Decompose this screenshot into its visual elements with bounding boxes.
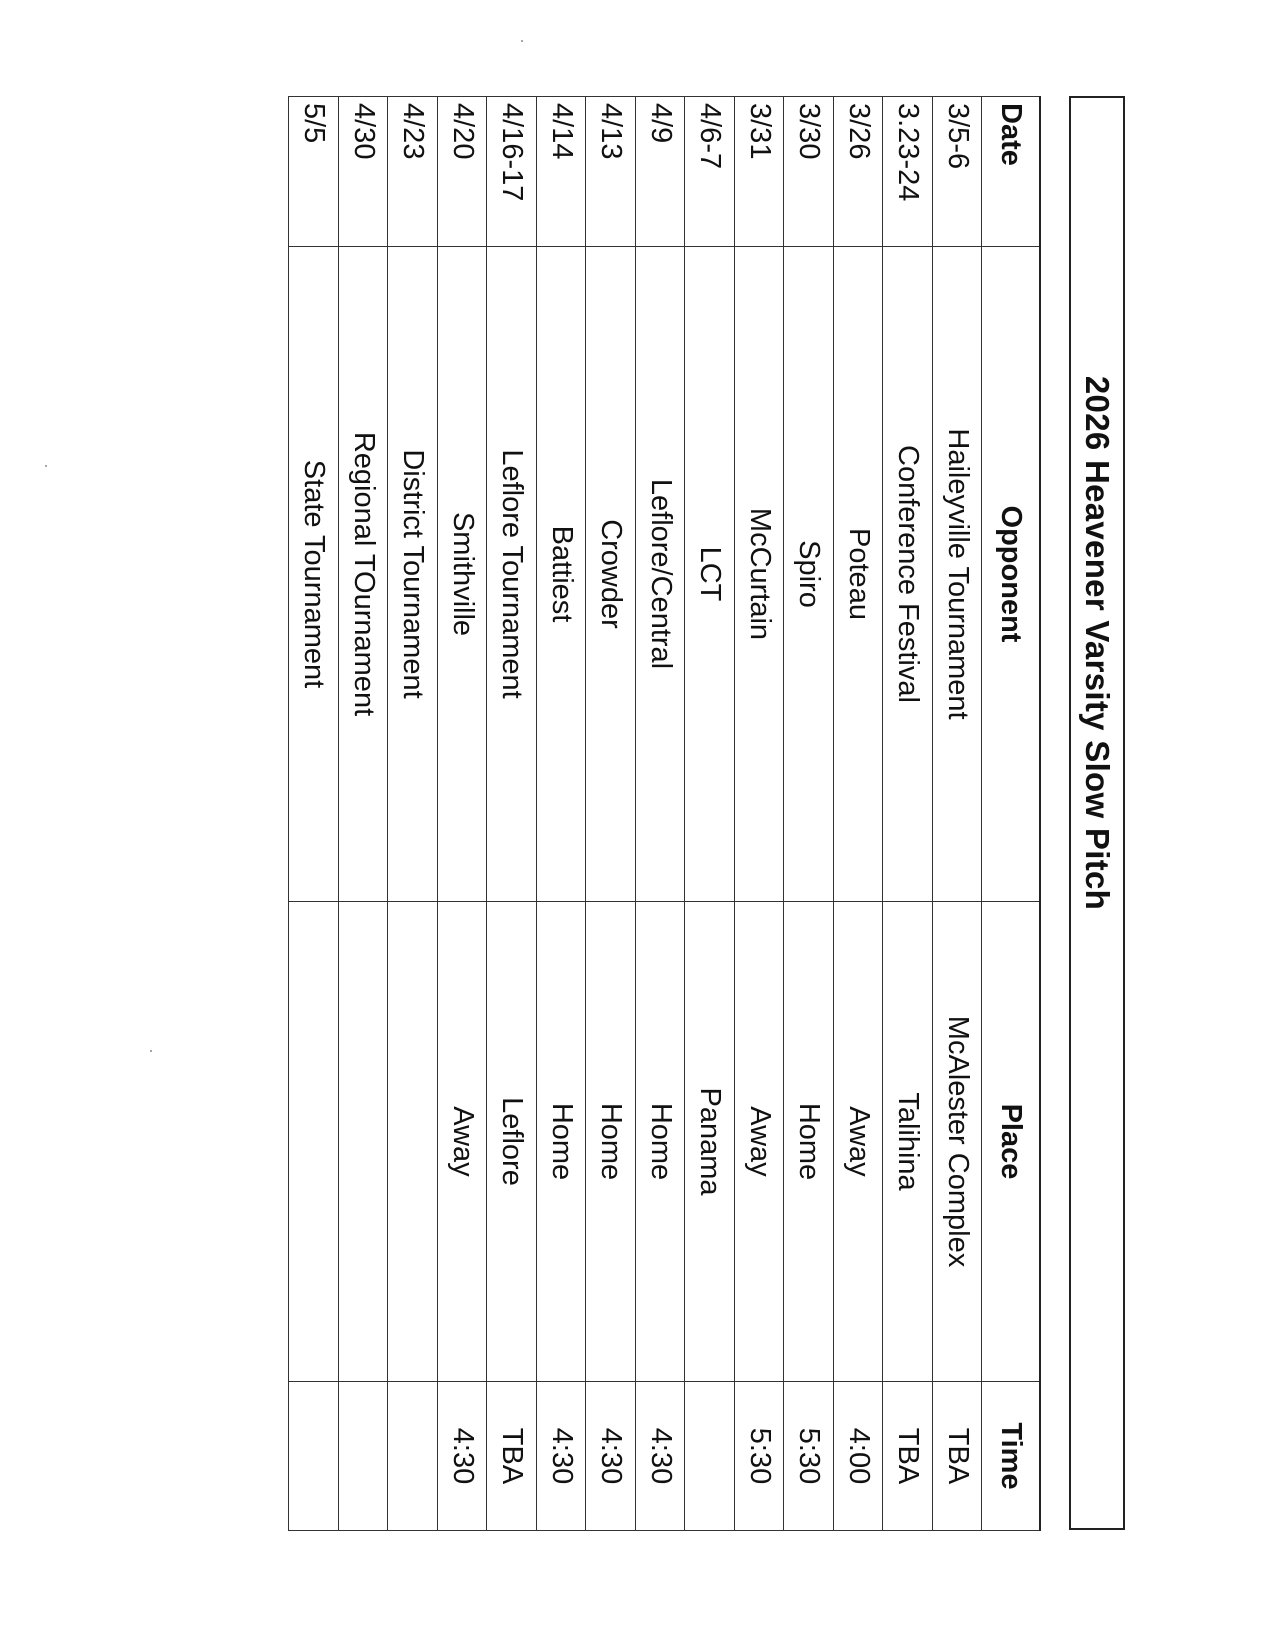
rotated-page — [300, 96, 1125, 1536]
table-row — [933, 97, 983, 1531]
time-cell: TBA — [933, 1382, 983, 1531]
table-row — [388, 97, 438, 1531]
time-cell: 4:30 — [438, 1382, 488, 1531]
scan-speck — [521, 40, 523, 42]
time-cell: TBA — [487, 1382, 537, 1531]
opponent-cell: Smithville — [438, 247, 488, 902]
date-cell: 3/5-6 — [933, 97, 983, 247]
column-header-time: Time — [982, 1382, 1040, 1531]
opponent-cell: State Tournament — [289, 247, 339, 902]
date-cell: 3/30 — [784, 97, 834, 247]
column-header-date: Date — [982, 97, 1040, 247]
time-cell — [685, 1382, 735, 1531]
place-cell — [339, 902, 389, 1382]
place-cell: McAlester Complex — [933, 902, 983, 1382]
place-cell: Away — [834, 902, 884, 1382]
scan-speck — [45, 465, 47, 467]
date-cell: 4/13 — [586, 97, 636, 247]
table-row — [438, 97, 488, 1531]
place-cell: Home — [586, 902, 636, 1382]
date-cell: 4/23 — [388, 97, 438, 247]
date-cell: 5/5 — [289, 97, 339, 247]
time-cell: 4:30 — [537, 1382, 587, 1531]
table-row — [487, 97, 537, 1531]
date-cell: 4/6-7 — [685, 97, 735, 247]
schedule-table — [289, 96, 1042, 1531]
opponent-cell: Battiest — [537, 247, 587, 902]
time-cell: TBA — [883, 1382, 933, 1531]
place-cell: Away — [735, 902, 785, 1382]
date-cell: 3.23-24 — [883, 97, 933, 247]
time-cell — [289, 1382, 339, 1531]
table-row — [685, 97, 735, 1531]
time-cell: 4:00 — [834, 1382, 884, 1531]
table-row — [289, 97, 339, 1531]
date-cell: 4/30 — [339, 97, 389, 247]
place-cell: Home — [636, 902, 686, 1382]
opponent-cell: Haileyville Tournament — [933, 247, 983, 902]
opponent-cell: Poteau — [834, 247, 884, 902]
date-cell: 3/26 — [834, 97, 884, 247]
opponent-cell: Crowder — [586, 247, 636, 902]
date-cell: 4/14 — [537, 97, 587, 247]
time-cell: 4:30 — [636, 1382, 686, 1531]
place-cell: Leflore — [487, 902, 537, 1382]
table-row — [735, 97, 785, 1531]
time-cell — [339, 1382, 389, 1531]
place-cell — [388, 902, 438, 1382]
column-header-place: Place — [982, 902, 1040, 1382]
title-box — [1069, 96, 1125, 1530]
scan-speck — [150, 1050, 152, 1052]
date-cell: 4/9 — [636, 97, 686, 247]
place-cell: Home — [537, 902, 587, 1382]
place-cell: Panama — [685, 902, 735, 1382]
table-row — [834, 97, 884, 1531]
opponent-cell: District Tournament — [388, 247, 438, 902]
column-header-opponent: Opponent — [982, 247, 1040, 902]
opponent-cell: Spiro — [784, 247, 834, 902]
opponent-cell: Conference Festival — [883, 247, 933, 902]
opponent-cell: LCT — [685, 247, 735, 902]
time-cell: 4:30 — [586, 1382, 636, 1531]
table-row — [883, 97, 933, 1531]
place-cell: Home — [784, 902, 834, 1382]
opponent-cell: Leflore/Central — [636, 247, 686, 902]
table-row — [636, 97, 686, 1531]
date-cell: 4/16-17 — [487, 97, 537, 247]
date-cell: 3/31 — [735, 97, 785, 247]
time-cell: 5:30 — [784, 1382, 834, 1531]
opponent-cell: McCurtain — [735, 247, 785, 902]
time-cell — [388, 1382, 438, 1531]
table-row — [586, 97, 636, 1531]
time-cell: 5:30 — [735, 1382, 785, 1531]
table-row — [784, 97, 834, 1531]
place-cell: Away — [438, 902, 488, 1382]
place-cell — [289, 902, 339, 1382]
place-cell: Talihina — [883, 902, 933, 1382]
opponent-cell: Regional TOurnament — [339, 247, 389, 902]
document-title: 2026 Heavener Varsity Slow Pitch — [1079, 375, 1116, 911]
table-row — [537, 97, 587, 1531]
table-row — [339, 97, 389, 1531]
opponent-cell: Leflore Tournament — [487, 247, 537, 902]
date-cell: 4/20 — [438, 97, 488, 247]
table-header-row — [982, 97, 1040, 1531]
